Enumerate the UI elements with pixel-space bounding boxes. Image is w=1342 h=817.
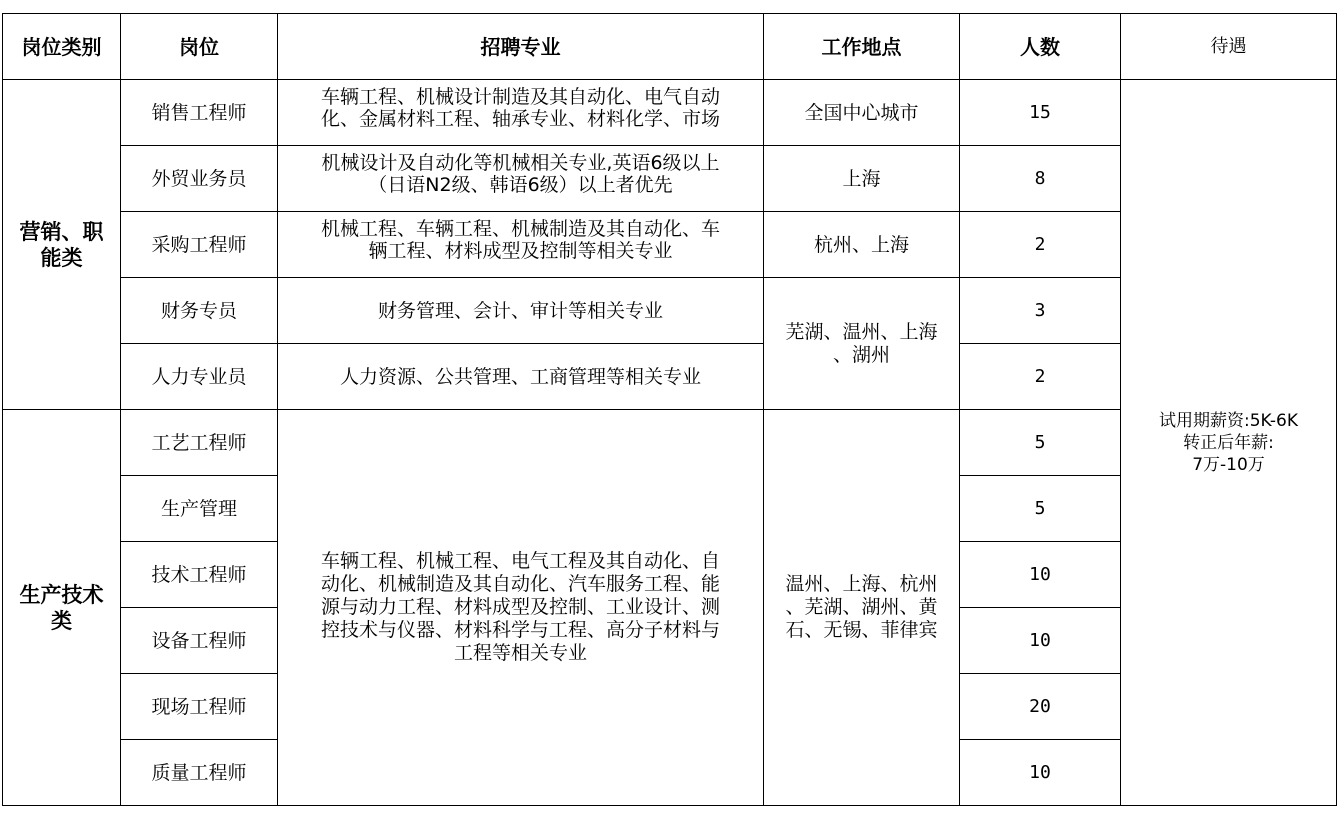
benefits-line: 转正后年薪: <box>1183 432 1274 453</box>
major-cell: 财务管理、会计、审计等相关专业 <box>278 278 764 344</box>
position-cell: 现场工程师 <box>121 674 278 740</box>
location-cell: 上海 <box>764 146 960 212</box>
position-cell: 财务专员 <box>121 278 278 344</box>
major-line: 化、金属材料工程、轴承专业、材料化学、市场 <box>320 108 720 130</box>
count-cell: 10 <box>960 542 1121 608</box>
location-line: 、湖州 <box>832 343 890 366</box>
location-line: 石、无锡、菲律宾 <box>785 619 938 641</box>
header-benefits: 待遇 <box>1121 14 1337 80</box>
location-cell: 杭州、上海 <box>764 212 960 278</box>
table-row <box>3 80 1337 146</box>
count-cell: 2 <box>960 212 1121 278</box>
major-line: 车辆工程、机械设计制造及其自动化、电气自动 <box>320 86 720 108</box>
position-cell: 人力专业员 <box>121 344 278 410</box>
location-line: 温州、上海、杭州 <box>785 573 938 595</box>
position-cell: 外贸业务员 <box>121 146 278 212</box>
major-line: 机械工程、车辆工程、机械制造及其自动化、车 <box>320 218 720 240</box>
major-cell: 人力资源、公共管理、工商管理等相关专业 <box>278 344 764 410</box>
header-major: 招聘专业 <box>278 14 764 80</box>
benefits-line: 7万-10万 <box>1192 454 1265 475</box>
major-line: 工程等相关专业 <box>453 642 587 664</box>
major-line: 源与动力工程、材料成型及控制、工业设计、测 <box>320 596 720 618</box>
benefits-line: 试用期薪资:5K-6K <box>1158 410 1298 431</box>
count-cell: 5 <box>960 410 1121 476</box>
location-line: 、芜湖、湖州、黄 <box>785 596 938 618</box>
position-cell: 采购工程师 <box>121 212 278 278</box>
major-line: 机械设计及自动化等机械相关专业,英语6级以上 <box>321 152 720 174</box>
major-cell <box>278 146 764 212</box>
location-cell: 全国中心城市 <box>764 80 960 146</box>
count-cell: 10 <box>960 740 1121 806</box>
count-cell: 3 <box>960 278 1121 344</box>
production-location-cell <box>764 410 960 806</box>
location-line: 芜湖、温州、上海 <box>785 320 938 343</box>
header-category: 岗位类别 <box>3 14 121 80</box>
count-cell: 8 <box>960 146 1121 212</box>
position-cell: 工艺工程师 <box>121 410 278 476</box>
count-cell: 5 <box>960 476 1121 542</box>
recruitment-table <box>2 13 1337 806</box>
count-cell: 2 <box>960 344 1121 410</box>
header-count: 人数 <box>960 14 1121 80</box>
category-production <box>3 410 121 806</box>
major-line: 车辆工程、机械工程、电气工程及其自动化、自 <box>320 550 720 572</box>
major-cell <box>278 80 764 146</box>
major-line: 控技术与仪器、材料科学与工程、高分子材料与 <box>320 619 720 641</box>
header-row <box>3 14 1337 80</box>
category-marketing-line2: 能类 <box>40 245 83 270</box>
position-cell: 销售工程师 <box>121 80 278 146</box>
position-cell: 设备工程师 <box>121 608 278 674</box>
position-cell: 技术工程师 <box>121 542 278 608</box>
category-production-line1: 生产技术 <box>19 582 104 607</box>
count-cell: 10 <box>960 608 1121 674</box>
location-cell-shared <box>764 278 960 410</box>
count-cell: 15 <box>960 80 1121 146</box>
count-cell: 20 <box>960 674 1121 740</box>
production-major-cell <box>278 410 764 806</box>
position-cell: 生产管理 <box>121 476 278 542</box>
category-marketing <box>3 80 121 410</box>
header-location: 工作地点 <box>764 14 960 80</box>
major-line: 动化、机械制造及其自动化、汽车服务工程、能 <box>320 573 720 595</box>
position-cell: 质量工程师 <box>121 740 278 806</box>
major-line: 辆工程、材料成型及控制等相关专业 <box>368 240 673 262</box>
major-cell <box>278 212 764 278</box>
benefits-cell <box>1121 80 1337 806</box>
major-line: （日语N2级、韩语6级）以上者优先 <box>368 174 673 196</box>
category-marketing-line1: 营销、职 <box>19 219 104 244</box>
header-position: 岗位 <box>121 14 278 80</box>
category-production-line2: 类 <box>51 608 72 633</box>
